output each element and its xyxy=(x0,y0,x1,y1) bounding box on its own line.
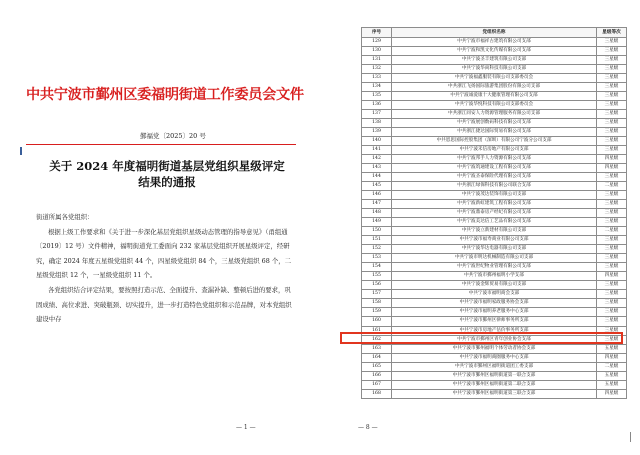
org-name: 中共恩思国际控股集团（深圳）有限公司宁波分公司支部 xyxy=(392,137,597,146)
row-number: 161 xyxy=(362,326,392,335)
star-rating: 四星级 xyxy=(597,272,627,281)
star-rating: 三星级 xyxy=(597,254,627,263)
row-number: 152 xyxy=(362,245,392,254)
table-row xyxy=(362,47,627,56)
star-rating: 三星级 xyxy=(597,326,627,335)
row-number: 142 xyxy=(362,155,392,164)
star-rating: 三星级 xyxy=(597,263,627,272)
row-number: 136 xyxy=(362,101,392,110)
star-rating: 二星级 xyxy=(597,362,627,371)
table-row xyxy=(362,254,627,263)
table-row xyxy=(362,272,627,281)
table-row xyxy=(362,299,627,308)
org-name: 中共宁波市福明家政服务协会支部 xyxy=(392,299,597,308)
star-rating: 三星级 xyxy=(597,119,627,128)
table-row xyxy=(362,92,627,101)
star-rating: 三星级 xyxy=(597,83,627,92)
left-page xyxy=(0,0,315,455)
margin-mark xyxy=(20,147,22,155)
org-name: 中共宁波筑通建设工程有限公司支部 xyxy=(392,164,597,173)
row-number: 137 xyxy=(362,110,392,119)
org-name: 中共宁波市鄞州福明小学支部 xyxy=(392,272,597,281)
org-name: 中共宁波市鄞州区福明街道团工委支部 xyxy=(392,362,597,371)
star-rating: 二星级 xyxy=(597,227,627,236)
table-row xyxy=(362,173,627,182)
row-number: 139 xyxy=(362,128,392,137)
notice-title-line-1: 关于 2024 年度福明街道基层党组织星级评定 xyxy=(49,159,285,173)
star-rating: 五星级 xyxy=(597,344,627,353)
paragraph: 根据上级工作要求和《关于进一步深化基层党组织星级动态管理的指导意见》（甬组通〔2019〕12 号）文件精神，福明街道党工委面向 232 家基层党组织开展星级评定，经研究，确定 2024 年度五星级党组织 44 个，四星级党组织 84 个，三星级党组织 68 个，二星级党组织 12 个，一星级党组织 11 个。 xyxy=(36,227,292,280)
table-row xyxy=(362,83,627,92)
table-row xyxy=(362,290,627,299)
row-number: 154 xyxy=(362,263,392,272)
star-rating: 三星级 xyxy=(597,299,627,308)
row-number: 146 xyxy=(362,191,392,200)
row-number: 135 xyxy=(362,92,392,101)
org-name: 中共宁波市房地产估价事务所支部 xyxy=(392,326,597,335)
table-row xyxy=(362,191,627,200)
star-rating: 四星级 xyxy=(597,353,627,362)
row-number: 162 xyxy=(362,335,392,344)
star-rating: 三星级 xyxy=(597,56,627,65)
row-number: 148 xyxy=(362,209,392,218)
row-number: 134 xyxy=(362,83,392,92)
page-number: — 1 — xyxy=(236,424,256,431)
org-name: 中共浙江同安人力资源管理服务有限公司支部 xyxy=(392,110,597,119)
table-row xyxy=(362,182,627,191)
row-number: 141 xyxy=(362,146,392,155)
table-row xyxy=(362,101,627,110)
star-rating: 四星级 xyxy=(597,155,627,164)
org-name: 中共宁波市福明商圈服务中心支部 xyxy=(392,353,597,362)
row-number: 149 xyxy=(362,218,392,227)
table-row xyxy=(362,209,627,218)
star-rating: 三星级 xyxy=(597,245,627,254)
star-rating: 三星级 xyxy=(597,281,627,290)
notice-title-line-2: 结果的通报 xyxy=(138,175,196,189)
row-number: 144 xyxy=(362,173,392,182)
row-number: 140 xyxy=(362,137,392,146)
org-name: 中共宁波和凯文化传媒有限公司支部 xyxy=(392,47,597,56)
org-name: 中共宁波鼎泰房产经纪有限公司支部 xyxy=(392,209,597,218)
table-row xyxy=(362,146,627,155)
table-row xyxy=(362,245,627,254)
scan-edge-mark xyxy=(630,432,636,442)
table-row xyxy=(362,110,627,119)
star-rating: 三星级 xyxy=(597,128,627,137)
star-rating: 三星级 xyxy=(597,200,627,209)
table-row xyxy=(362,38,627,47)
star-rating: 二星级 xyxy=(597,182,627,191)
table-row xyxy=(362,371,627,380)
table-row xyxy=(362,65,627,74)
org-name: 中共浙江绿保科技有限公司联合支部 xyxy=(392,182,597,191)
red-divider xyxy=(26,144,296,145)
row-number: 167 xyxy=(362,380,392,389)
row-number: 132 xyxy=(362,65,392,74)
table-row xyxy=(362,317,627,326)
table-row xyxy=(362,281,627,290)
right-page xyxy=(338,0,640,455)
star-rating: 三星级 xyxy=(597,101,627,110)
table-row xyxy=(362,389,627,398)
row-number: 158 xyxy=(362,299,392,308)
row-number: 157 xyxy=(362,290,392,299)
org-name: 中共宁波市福明养老服务中心支部 xyxy=(392,308,597,317)
org-name: 中共宁波立新建材有限公司支部 xyxy=(392,227,597,236)
document-number: 鄞福党〔2025〕20 号 xyxy=(140,132,206,140)
row-number: 150 xyxy=(362,227,392,236)
star-rating: 三星级 xyxy=(597,47,627,56)
highlight-box xyxy=(340,332,623,344)
page-number: — 8 — xyxy=(358,424,378,431)
star-rating: 五星级 xyxy=(597,371,627,380)
table-row xyxy=(362,155,627,164)
star-rating: 三星级 xyxy=(597,308,627,317)
row-number: 163 xyxy=(362,344,392,353)
table-row xyxy=(362,263,627,272)
table-header-row xyxy=(362,28,627,38)
org-name: 中共宁波圣泰保险代理有限公司支部 xyxy=(392,173,597,182)
table-row xyxy=(362,353,627,362)
table-row xyxy=(362,236,627,245)
star-rating: 三星级 xyxy=(597,38,627,47)
star-rating: 三星级 xyxy=(597,137,627,146)
star-rating: 三星级 xyxy=(597,191,627,200)
org-name: 中共宁波华尚科技有限公司支部 xyxy=(392,65,597,74)
org-name: 中共宁波市鄞州区福明街道第一联合支部 xyxy=(392,371,597,380)
star-rating: 四星级 xyxy=(597,164,627,173)
row-number: 168 xyxy=(362,389,392,398)
row-number: 159 xyxy=(362,308,392,317)
star-rating: 三星级 xyxy=(597,65,627,74)
star-rating: 三星级 xyxy=(597,146,627,155)
org-name: 中共浙江捷达国际贸易有限公司支部 xyxy=(392,128,597,137)
org-name: 中共宁波市鄞州福明个体劳动者协会支部 xyxy=(392,344,597,353)
table-row xyxy=(362,74,627,83)
column-header-org-name: 党组织名称 xyxy=(392,28,597,38)
star-rating: 三星级 xyxy=(597,74,627,83)
org-name: 中共宁波邦手人力资源有限公司支部 xyxy=(392,155,597,164)
org-name: 中共宁波市鄞州区福明街道第二联合支部 xyxy=(392,380,597,389)
document-title: 中共宁波市鄞州区委福明街道工作委员会文件 xyxy=(26,87,304,103)
star-rating: 五星级 xyxy=(597,380,627,389)
org-name: 中共宁波市福祥古建筑有限公司支部 xyxy=(392,38,597,47)
table-row xyxy=(362,227,627,236)
org-name: 中共宁波禾信房地产有限公司支部 xyxy=(392,146,597,155)
org-name: 中共宁波诚爱康十大健康管理有限公司支部 xyxy=(392,92,597,101)
org-name: 中共宁波茂达装饰有限公司支部 xyxy=(392,191,597,200)
star-rating: 三星级 xyxy=(597,218,627,227)
column-header-number: 序号 xyxy=(362,28,392,38)
row-number: 156 xyxy=(362,281,392,290)
notice-title xyxy=(22,158,312,190)
row-number: 130 xyxy=(362,47,392,56)
org-name: 中共宁波圣丰建筑有限公司支部 xyxy=(392,56,597,65)
org-name: 中共宁波金辉贸易有限公司支部 xyxy=(392,281,597,290)
org-name: 中共宁波展创数码科技有限公司支部 xyxy=(392,119,597,128)
row-number: 138 xyxy=(362,119,392,128)
star-rating: 三星级 xyxy=(597,173,627,182)
table-row xyxy=(362,164,627,173)
column-header-star-rating: 星级等次 xyxy=(597,28,627,38)
row-number: 143 xyxy=(362,164,392,173)
org-name: 中共宁波世纪物业管理有限公司支部 xyxy=(392,263,597,272)
star-rating: 三星级 xyxy=(597,290,627,299)
row-number: 155 xyxy=(362,272,392,281)
org-name: 中共宁波华悦科技有限公司支部委员会 xyxy=(392,101,597,110)
row-number: 133 xyxy=(362,74,392,83)
table-body xyxy=(362,38,627,399)
table-row xyxy=(362,200,627,209)
row-number: 164 xyxy=(362,353,392,362)
org-name: 中共宁波美达信工艺品有限公司支部 xyxy=(392,218,597,227)
org-name: 中共宁波市鄞州区青年创业协会支部 xyxy=(392,335,597,344)
table-row xyxy=(362,218,627,227)
notice-body xyxy=(36,210,292,327)
row-number: 153 xyxy=(362,254,392,263)
table-row xyxy=(362,128,627,137)
row-number: 151 xyxy=(362,236,392,245)
row-number: 165 xyxy=(362,362,392,371)
table-row xyxy=(362,137,627,146)
row-number: 147 xyxy=(362,200,392,209)
row-number: 166 xyxy=(362,371,392,380)
table-row xyxy=(362,380,627,389)
greeting: 街道所属各党组织： xyxy=(36,213,94,221)
org-name: 中共宁波福鑫服装有限公司支部委员会 xyxy=(392,74,597,83)
table-row xyxy=(362,308,627,317)
row-number: 160 xyxy=(362,317,392,326)
paragraph: 各党组织结合评定结果，要按照打造示范、全面提升、查漏补缺、整顿后进的要求，巩固成绩、高位求进、突破瓶颈、切实提升，进一步打造特色党组织和示范品牌，对本党组织建设中存 xyxy=(36,285,292,324)
table-row xyxy=(362,56,627,65)
row-number: 145 xyxy=(362,182,392,191)
star-rating: 三星级 xyxy=(597,209,627,218)
org-name: 中共宁波新虹建筑工程有限公司支部 xyxy=(392,200,597,209)
org-name: 中共宁波市鄞州区律师事务所支部 xyxy=(392,317,597,326)
row-number: 129 xyxy=(362,38,392,47)
table-row xyxy=(362,362,627,371)
star-rating: 三星级 xyxy=(597,236,627,245)
table-row xyxy=(362,119,627,128)
star-rating: 三星级 xyxy=(597,92,627,101)
org-name: 中共浙江飞扬国际旅游集团股份有限公司支部 xyxy=(392,83,597,92)
star-rating: 三星级 xyxy=(597,110,627,119)
row-number: 131 xyxy=(362,56,392,65)
org-name: 中共宁波市福明商会支部 xyxy=(392,290,597,299)
table-row xyxy=(362,344,627,353)
star-rating: 三星级 xyxy=(597,335,627,344)
star-rating: 四星级 xyxy=(597,389,627,398)
org-name: 中共宁波市福寿商业有限公司支部 xyxy=(392,236,597,245)
org-name: 中共宁波市明达机械制造有限公司支部 xyxy=(392,254,597,263)
star-rating: 三星级 xyxy=(597,317,627,326)
org-name: 中共宁波市鄞州区福明街道第三联合支部 xyxy=(392,389,597,398)
org-name: 中共宁波华达电器有限公司支部 xyxy=(392,245,597,254)
